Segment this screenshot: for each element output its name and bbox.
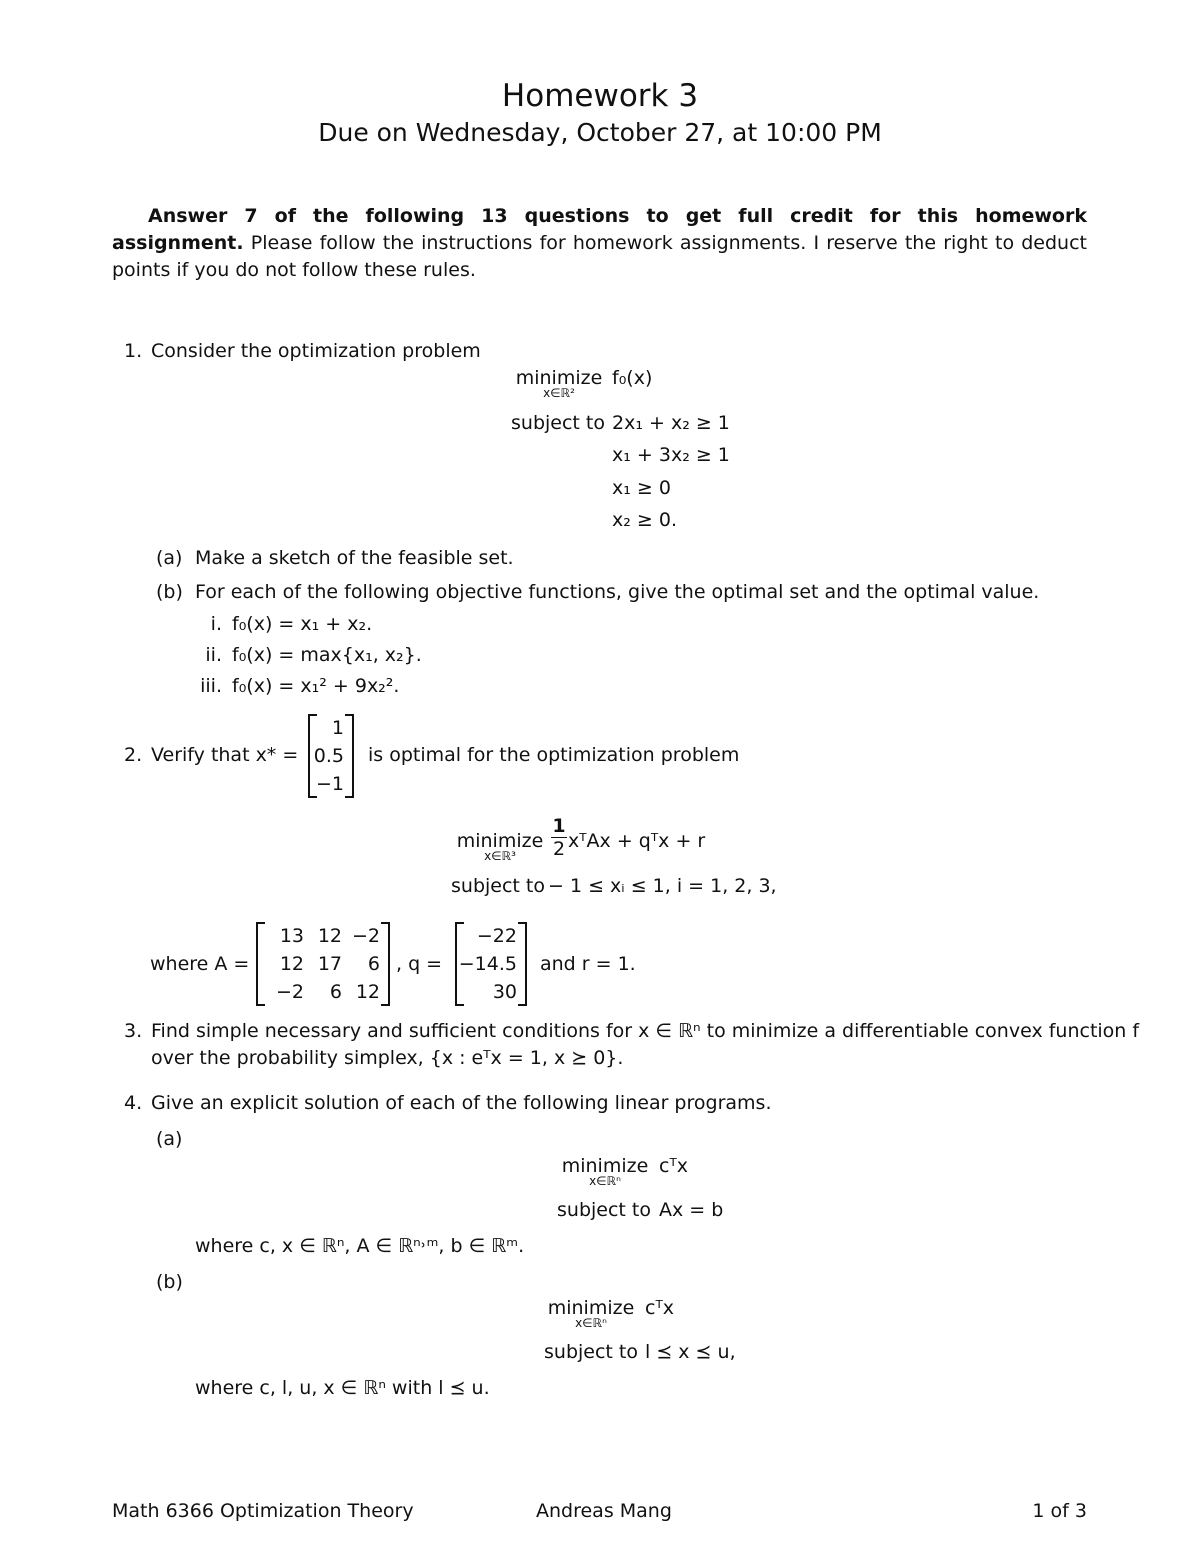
q2-fraction — [551, 815, 567, 860]
q2-minimize-label: minimize — [456, 830, 544, 852]
q2-constraint: − 1 ≤ xᵢ ≤ 1, i = 1, 2, 3, — [548, 875, 777, 897]
matrix-entry: −2 — [351, 925, 380, 947]
vector-entry: 0.5 — [313, 745, 344, 767]
q4a-where: where c, x ∈ ℝⁿ, A ∈ ℝⁿ˒ᵐ, b ∈ ℝᵐ. — [195, 1235, 525, 1257]
q1b-item-label: ii. — [205, 644, 222, 666]
footer-course: Math 6366 Optimization Theory — [112, 1500, 414, 1522]
q1-minimize-label: minimize — [515, 367, 603, 389]
q4a-subject-to: subject to — [557, 1199, 651, 1221]
matrix-entry: 6 — [329, 981, 342, 1003]
vector-entry: −22 — [476, 925, 517, 947]
matrix-entry: −2 — [275, 981, 304, 1003]
q1b-item-text: f₀(x) = x₁ + x₂. — [232, 613, 373, 635]
matrix-entry: 17 — [317, 953, 342, 975]
q2-objective: xᵀAx + qᵀx + r — [568, 830, 706, 852]
q3-line-1: Find simple necessary and sufficient conditions for x ∈ ℝⁿ to minimize a differentiable convex function f — [151, 1020, 1140, 1042]
q2-minimize-domain: x∈ℝ³ — [484, 849, 516, 863]
q4-text: Give an explicit solution of each of the following linear programs. — [151, 1092, 772, 1114]
q2-where: where A = — [150, 953, 250, 975]
q1-subject-to: subject to — [511, 412, 605, 434]
q2-and-r: and r = 1. — [540, 953, 636, 975]
matrix-entry: 12 — [355, 981, 380, 1003]
q1-constraint-1: 2x₁ + x₂ ≥ 1 — [612, 412, 730, 434]
q4b-label: (b) — [156, 1271, 183, 1293]
intro-rest: Please follow the instructions for homework assignments. I reserve the right to deduct points if you do not follow these rules. — [112, 232, 1087, 281]
q1a-text: Make a sketch of the feasible set. — [195, 547, 514, 569]
q2-verify: Verify that x* = — [151, 744, 299, 766]
q4a-label: (a) — [156, 1128, 183, 1150]
q4a-minimize-domain: x∈ℝⁿ — [589, 1174, 621, 1188]
vector-entry: 30 — [492, 981, 517, 1003]
q4a-minimize-label: minimize — [561, 1155, 649, 1177]
q1a-label: (a) — [156, 547, 183, 569]
q1b-item-text: f₀(x) = x₁² + 9x₂². — [232, 675, 400, 697]
q1-objective: f₀(x) — [612, 367, 653, 389]
q1b-item-label: iii. — [200, 675, 222, 697]
footer-page-number: 1 of 3 — [1032, 1500, 1087, 1522]
q4b-subject-to: subject to — [544, 1341, 638, 1363]
q2-minimize — [455, 830, 545, 862]
q3-number: 3. — [124, 1020, 143, 1042]
q4b-minimize — [546, 1297, 636, 1329]
q2-q-label: , q = — [396, 953, 443, 975]
q1-minimize — [514, 367, 604, 399]
vector-entry: −1 — [315, 773, 344, 795]
q1b-item-label: i. — [210, 613, 222, 635]
q1b-item-text: f₀(x) = max{x₁, x₂}. — [232, 644, 422, 666]
q1b-text: For each of the following objective functions, give the optimal set and the optimal value. — [195, 581, 1040, 603]
matrix-entry: 13 — [279, 925, 304, 947]
q4b-objective: cᵀx — [645, 1297, 675, 1319]
vector-entry: 1 — [331, 717, 344, 739]
intro-paragraph — [112, 203, 1087, 284]
q4b-where: where c, l, u, x ∈ ℝⁿ with l ⪯ u. — [195, 1377, 490, 1399]
q4a-objective: cᵀx — [659, 1155, 689, 1177]
q1-text: Consider the optimization problem — [151, 340, 481, 362]
q2-vector-q — [455, 922, 527, 1006]
q1b-label: (b) — [156, 581, 183, 603]
due-date: Due on Wednesday, October 27, at 10:00 PM — [318, 118, 882, 147]
q2-number: 2. — [124, 744, 143, 766]
intro-bold: Answer 7 of the following 13 questions to get full credit for this homework assignment. — [112, 205, 1087, 254]
matrix-entry: 12 — [279, 953, 304, 975]
q1-constraint-4: x₂ ≥ 0. — [612, 509, 677, 531]
q4b-constraint: l ⪯ x ⪯ u, — [645, 1341, 736, 1363]
q1-number: 1. — [124, 340, 143, 362]
q4b-minimize-label: minimize — [547, 1297, 635, 1319]
q2-subject-to: subject to — [451, 875, 545, 897]
q3-line-2: over the probability simplex, {x : eᵀx = 1, x ⪰ 0}. — [151, 1047, 624, 1069]
q1-minimize-domain: x∈ℝ² — [543, 386, 575, 400]
fraction-denominator: 2 — [552, 838, 566, 860]
q4a-minimize — [560, 1155, 650, 1187]
footer-author: Andreas Mang — [536, 1500, 672, 1522]
matrix-entry: 12 — [317, 925, 342, 947]
q4a-constraint: Ax = b — [659, 1199, 724, 1221]
q4b-minimize-domain: x∈ℝⁿ — [575, 1316, 607, 1330]
matrix-entry: 6 — [367, 953, 380, 975]
q2-matrix-A — [256, 922, 390, 1006]
q1-constraint-2: x₁ + 3x₂ ≥ 1 — [612, 444, 730, 466]
q2-after-text: is optimal for the optimization problem — [368, 744, 740, 766]
q2-xstar-vector — [308, 714, 354, 798]
q4-number: 4. — [124, 1092, 143, 1114]
page-title: Homework 3 — [501, 78, 699, 114]
vector-entry: −14.5 — [458, 953, 517, 975]
q1-constraint-3: x₁ ≥ 0 — [612, 477, 671, 499]
fraction-numerator: 1 — [552, 815, 566, 837]
